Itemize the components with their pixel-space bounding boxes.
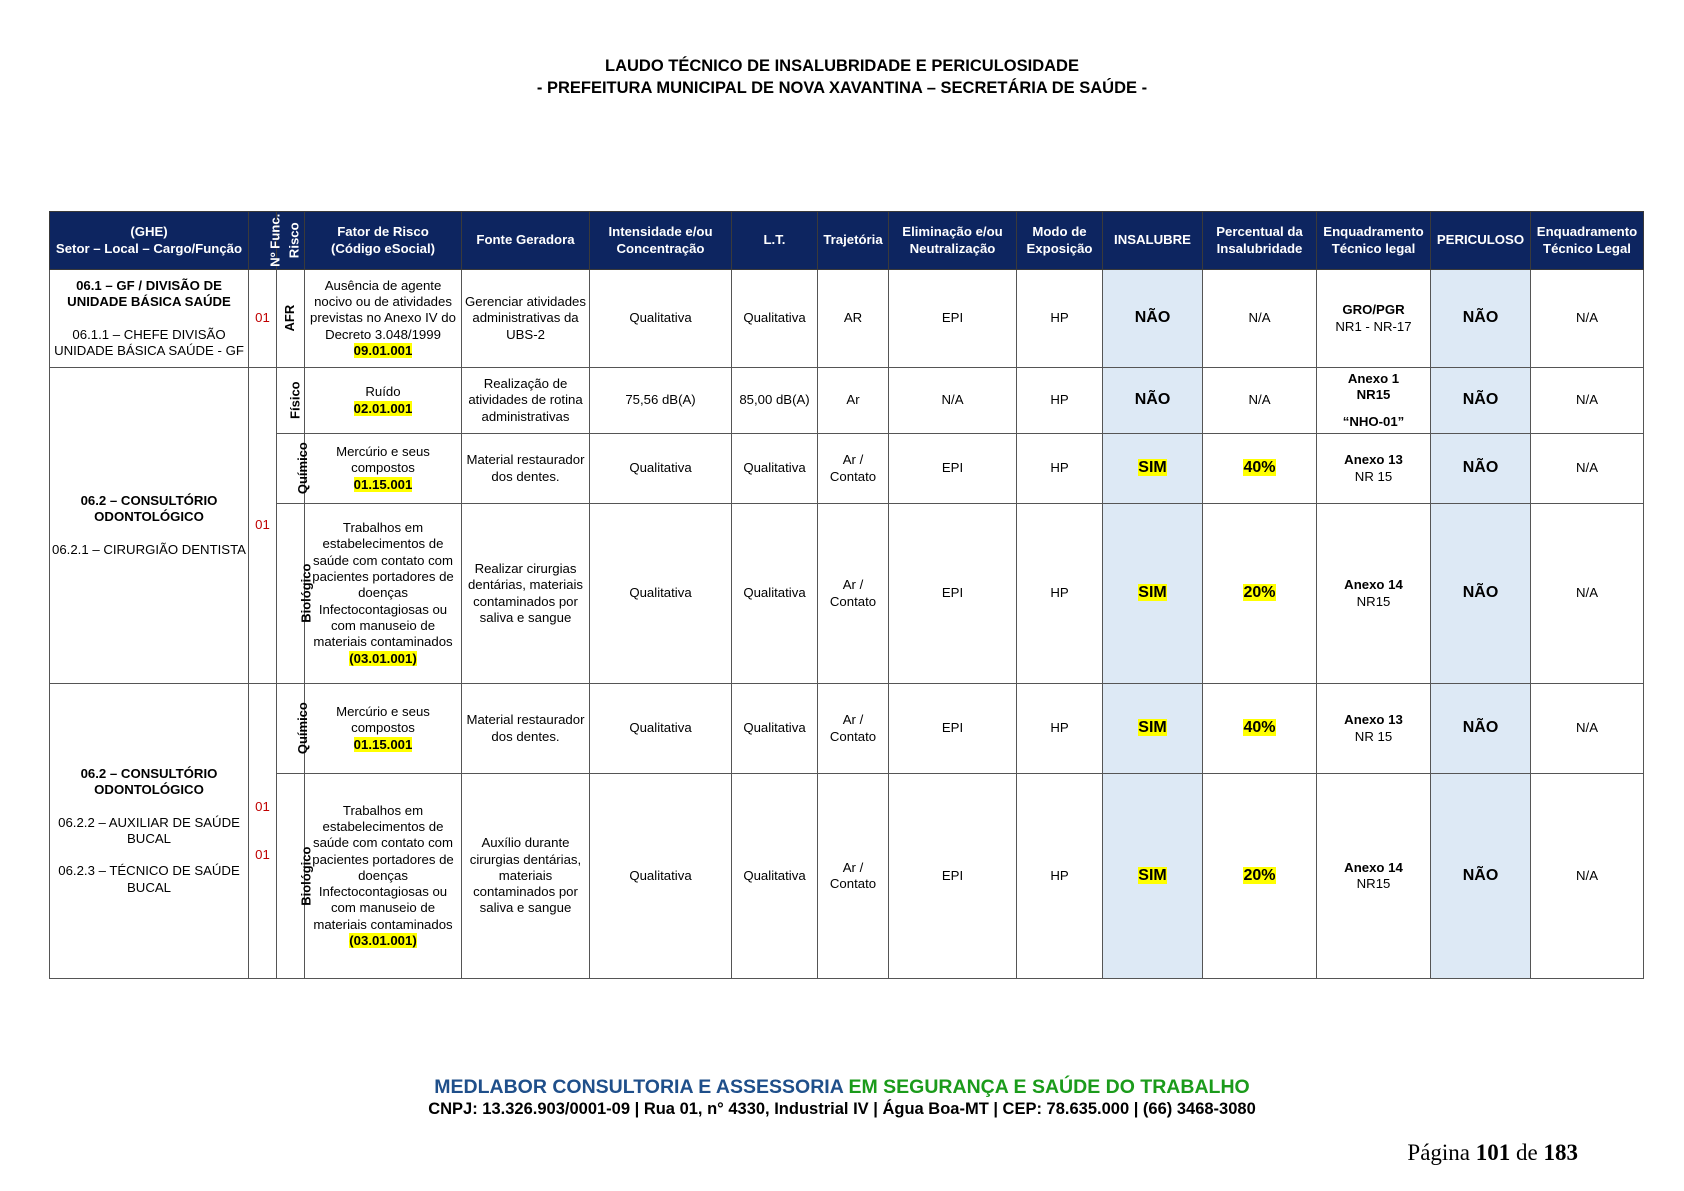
intensidade-cell: Qualitativa [590, 504, 732, 684]
lt-cell: Qualitativa [732, 270, 818, 368]
nfunc-cell: 01 01 [249, 684, 277, 979]
trajetoria-cell: Ar / Contato [818, 684, 889, 774]
periculoso-cell: NÃO [1431, 774, 1531, 979]
col-enquadramento-legal: Enquadramento Técnico Legal [1531, 212, 1644, 270]
cargo-text: 06.2.2 – AUXILIAR DE SAÚDE BUCAL [58, 814, 240, 846]
esocial-code: 09.01.001 [353, 342, 413, 358]
col-modo: Modo de Exposição [1017, 212, 1103, 270]
enquadramento-cell: Anexo 13 NR 15 [1317, 434, 1431, 504]
fonte-cell: Material restaurador dos dentes. [462, 684, 590, 774]
insalubre-cell: NÃO [1103, 270, 1203, 368]
enquadramento-legal-cell: N/A [1531, 270, 1644, 368]
eliminacao-cell: EPI [889, 504, 1017, 684]
percentual-cell: 40% [1203, 434, 1317, 504]
risco-cell: Biológico [277, 504, 305, 684]
esocial-code: 02.01.001 [353, 400, 413, 416]
footer-company [0, 1076, 1684, 1099]
eliminacao-cell: N/A [889, 368, 1017, 434]
modo-cell: HP [1017, 504, 1103, 684]
insalubre-cell: SIM [1103, 774, 1203, 979]
table-header-row [50, 212, 1644, 270]
enquadramento-legal-cell: N/A [1531, 774, 1644, 979]
footer-company-tagline: EM SEGURANÇA E SAÚDE DO TRABALHO [848, 1076, 1250, 1098]
cargo-text: 06.2.1 – CIRURGIÃO DENTISTA [52, 541, 246, 557]
enquadramento-legal-cell: N/A [1531, 504, 1644, 684]
col-intensidade: Intensidade e/ou Concentração [590, 212, 732, 270]
col-trajetoria: Trajetória [818, 212, 889, 270]
cargo-text: 06.1.1 – CHEFE DIVISÃO UNIDADE BÁSICA SAÚDE - GF [54, 326, 244, 358]
modo-cell: HP [1017, 774, 1103, 979]
trajetoria-cell: AR [818, 270, 889, 368]
table-row [50, 504, 1644, 684]
enquadramento-legal-cell: N/A [1531, 434, 1644, 504]
modo-cell: HP [1017, 684, 1103, 774]
page-number: Página 101 de 183 [1407, 1140, 1578, 1165]
enquadramento-cell: Anexo 1 NR15 “NHO-01” [1317, 368, 1431, 434]
col-lt: L.T. [732, 212, 818, 270]
cargo-text: 06.2.3 – TÉCNICO DE SAÚDE BUCAL [58, 863, 240, 895]
document-title: LAUDO TÉCNICO DE INSALUBRIDADE E PERICULOSIDADE [605, 57, 1079, 75]
fator-cell: Trabalhos em estabelecimentos de saúde com contato com pacientes portadores de doenças Infectocontagiosas ou com manuseio de materiais contaminados (03.01.001) [305, 504, 462, 684]
enquadramento-legal-cell: N/A [1531, 368, 1644, 434]
col-enquadramento: Enquadramento Técnico legal [1317, 212, 1431, 270]
percentual-cell: 40% [1203, 684, 1317, 774]
fator-cell: Ruído 02.01.001 [305, 368, 462, 434]
fonte-cell: Auxílio durante cirurgias dentárias, materiais contaminados por saliva e sangue [462, 774, 590, 979]
lt-cell: Qualitativa [732, 504, 818, 684]
setor-cell: 06.1 – GF / DIVISÃO DE UNIDADE BÁSICA SAÚDE 06.1.1 – CHEFE DIVISÃO UNIDADE BÁSICA SAÚDE - GF [50, 270, 249, 368]
trajetoria-cell: Ar [818, 368, 889, 434]
lt-cell: Qualitativa [732, 774, 818, 979]
percentual-cell: 20% [1203, 774, 1317, 979]
table-row [50, 774, 1644, 979]
col-nfunc: Nº Func. [249, 212, 277, 270]
intensidade-cell: 75,56 dB(A) [590, 368, 732, 434]
modo-cell: HP [1017, 434, 1103, 504]
nfunc-cell: 01 [249, 368, 277, 684]
percentual-cell: 20% [1203, 504, 1317, 684]
fonte-cell: Material restaurador dos dentes. [462, 434, 590, 504]
enquadramento-legal-cell: N/A [1531, 684, 1644, 774]
esocial-code: (03.01.001) [349, 933, 417, 949]
risco-cell: Químico [277, 434, 305, 504]
col-eliminacao: Eliminação e/ou Neutralização [889, 212, 1017, 270]
footer-company-name: MEDLABOR CONSULTORIA E ASSESSORIA [434, 1076, 844, 1098]
insalubre-cell: NÃO [1103, 368, 1203, 434]
col-percentual: Percentual da Insalubridade [1203, 212, 1317, 270]
fator-cell: Ausência de agente nocivo ou de atividades previstas no Anexo IV do Decreto 3.048/1999 09.01.001 [305, 270, 462, 368]
fator-cell: Mercúrio e seus compostos 01.15.001 [305, 684, 462, 774]
table-row [50, 270, 1644, 368]
col-ghe: (GHE) Setor – Local – Cargo/Função [50, 212, 249, 270]
col-risco: Risco [277, 212, 305, 270]
risco-cell: AFR [277, 270, 305, 368]
document-header [0, 55, 1684, 99]
lt-cell: 85,00 dB(A) [732, 368, 818, 434]
esocial-code: 01.15.001 [353, 476, 413, 492]
trajetoria-cell: Ar / Contato [818, 774, 889, 979]
periculoso-cell: NÃO [1431, 270, 1531, 368]
periculoso-cell: NÃO [1431, 684, 1531, 774]
fonte-cell: Gerenciar atividades administrativas da UBS-2 [462, 270, 590, 368]
risco-cell: Químico [277, 684, 305, 774]
table-row [50, 684, 1644, 774]
modo-cell: HP [1017, 270, 1103, 368]
intensidade-cell: Qualitativa [590, 684, 732, 774]
enquadramento-cell: Anexo 14 NR15 [1317, 774, 1431, 979]
risk-table [49, 211, 1644, 979]
fonte-cell: Realizar cirurgias dentárias, materiais contaminados por saliva e sangue [462, 504, 590, 684]
setor-cell: 06.2 – CONSULTÓRIO ODONTOLÓGICO 06.2.2 – AUXILIAR DE SAÚDE BUCAL 06.2.3 – TÉCNICO DE SAÚDE BUCAL [50, 684, 249, 979]
setor-cell: 06.2 – CONSULTÓRIO ODONTOLÓGICO 06.2.1 – CIRURGIÃO DENTISTA [50, 368, 249, 684]
intensidade-cell: Qualitativa [590, 774, 732, 979]
insalubre-cell: SIM [1103, 434, 1203, 504]
enquadramento-cell: Anexo 14 NR15 [1317, 504, 1431, 684]
table-row [50, 434, 1644, 504]
insalubre-cell: SIM [1103, 684, 1203, 774]
trajetoria-cell: Ar / Contato [818, 504, 889, 684]
eliminacao-cell: EPI [889, 774, 1017, 979]
table-row [50, 368, 1644, 434]
fator-cell: Trabalhos em estabelecimentos de saúde com contato com pacientes portadores de doenças Infectocontagiosas ou com manuseio de materiais contaminados (03.01.001) [305, 774, 462, 979]
eliminacao-cell: EPI [889, 270, 1017, 368]
periculoso-cell: NÃO [1431, 504, 1531, 684]
eliminacao-cell: EPI [889, 434, 1017, 504]
intensidade-cell: Qualitativa [590, 434, 732, 504]
document-subtitle: - PREFEITURA MUNICIPAL DE NOVA XAVANTINA – SECRETÁRIA DE SAÚDE - [536, 79, 1148, 97]
col-insalubre: INSALUBRE [1103, 212, 1203, 270]
fonte-cell: Realização de atividades de rotina administrativas [462, 368, 590, 434]
col-periculoso: PERICULOSO [1431, 212, 1531, 270]
intensidade-cell: Qualitativa [590, 270, 732, 368]
footer-address: CNPJ: 13.326.903/0001-09 | Rua 01, n° 4330, Industrial IV | Água Boa-MT | CEP: 78.635.000 | (66) 3468-3080 [428, 1100, 1256, 1118]
esocial-code: 01.15.001 [353, 736, 413, 752]
enquadramento-cell: Anexo 13 NR 15 [1317, 684, 1431, 774]
lt-cell: Qualitativa [732, 684, 818, 774]
nfunc-cell: 01 [249, 270, 277, 368]
fator-cell: Mercúrio e seus compostos 01.15.001 [305, 434, 462, 504]
lt-cell: Qualitativa [732, 434, 818, 504]
esocial-code: (03.01.001) [349, 650, 417, 666]
enquadramento-cell: GRO/PGR NR1 - NR-17 [1317, 270, 1431, 368]
col-fonte: Fonte Geradora [462, 212, 590, 270]
periculoso-cell: NÃO [1431, 368, 1531, 434]
percentual-cell: N/A [1203, 270, 1317, 368]
eliminacao-cell: EPI [889, 684, 1017, 774]
col-fator: Fator de Risco (Código eSocial) [305, 212, 462, 270]
risco-cell: Biológico [277, 774, 305, 979]
periculoso-cell: NÃO [1431, 434, 1531, 504]
insalubre-cell: SIM [1103, 504, 1203, 684]
percentual-cell: N/A [1203, 368, 1317, 434]
risco-cell: Físico [277, 368, 305, 434]
modo-cell: HP [1017, 368, 1103, 434]
trajetoria-cell: Ar / Contato [818, 434, 889, 504]
